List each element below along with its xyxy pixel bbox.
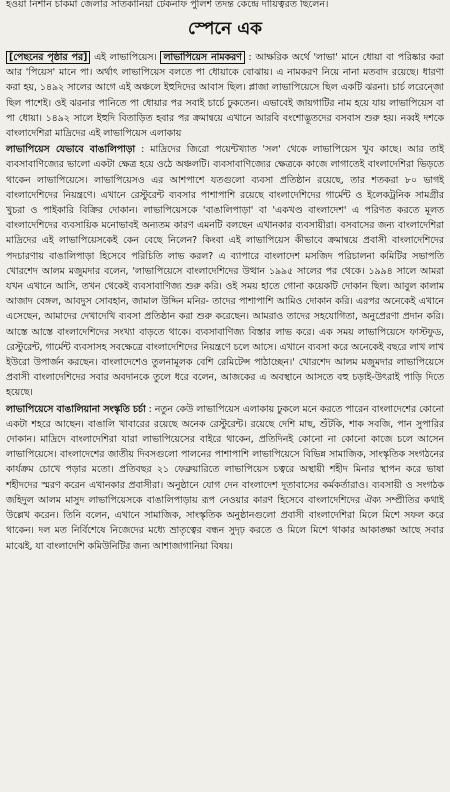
culture-heading: লাভাপিয়েসে বাঙালিয়ানা সংস্কৃতি চর্চা — [6, 403, 146, 415]
paragraph-bangalipara — [6, 142, 444, 400]
bangalipara-heading: লাভাপিয়েস যেভাবে বাঙালিপাড়া — [6, 144, 136, 156]
naming-section-text: : আক্ষরিক অর্থে 'লাভা' মানে ধোয়া বা পরিষ্কার করা আর 'পিয়েস' মানে পা। অর্থাৎ লাভাপিয়েস বলতে পা ধোয়াকে বোঝায়। এ নামকরণ নিয়ে নানা মতবাদ রয়েছে। ধারণা করা হয়, ১৪৯২ সালের আগে এই অঞ্চলে ইহুদিদের আবাস ছিল। প্লাজা লাভাপিয়েসে ছিল একটি ঝরনা। চার্চ লরেন্জো ছিল পাশেই। ওই ঝরনার পানিতে পা ধোয়ার পর সবাই চার্চে ঢুকতেন। এভাবেই জায়গাটির নাম হয়ে যায় লাভাপিয়েস বা পা ধোয়া। ১৪৯২ সালে ইহুদি বিতাড়িত হবার পর ক্রমান্বয়ে এখানে আরবি বংশোদ্ভূতদের বসবাস শুরু হয়। নব্বই দশকে বাংলাদেশিরা মাদ্রিদের এই লাভাপিয়েস এলাকায় — [6, 52, 444, 140]
naming-section-tag: লাভাপিয়েস নামকরণ — [160, 51, 244, 64]
bangalipara-text: : মাদ্রিদের জিরো পয়েন্টখ্যাত 'সল' থেকে লাভাপিয়েস খুব কাছে। আর তাই ব্যবসাবাণিজ্যের ভালো একটা ক্ষেত্র হয়ে ওঠে অঞ্চলটি। ব্যবসাবাণিজ্যের ক্ষেত্রকে কাজে লাগাতেই বাংলাদেশিরা ভিড়তে থাকেন লাভাপিয়েসে। লাভাপিয়েসও এর আশপাশে যতগুলো ব্যবসা প্রতিষ্ঠান রয়েছে, তার শতকরা ৮০ ভাগই বাংলাদেশিদের নিয়ন্ত্রণে। এখানে রেস্টুরেন্ট ব্যবসার পাশাপাশি রয়েছে বাংলাদেশিদের গার্মেন্ট ও ইলেকট্রনিক সামগ্রীর খুচরা ও পাইকারি বিক্রির দোকান। লাভাপিয়েসকে 'বাঙালিপাড়া' বা 'একখণ্ড বাংলাদেশ' এ পরিণত করতে মূলত বাংলাদেশিদের ব্যবসায়িক মনোভাবই অন্যতম কারণ এমনটি বলছেন এখানকার ব্যবসায়ীরা। বসবাসের জন্য বাংলাদেশিরা মাদ্রিদের এই লাভাপিয়েসকেই কেন বেছে নিলেন? কিংবা এই লাভাপিয়েস কীভাবে ক্রমান্বয়ে প্রবাসী বাংলাদেশিদের পদচারণায় বাঙালিপাড়া হিসেবে পরিচিতি লাভ করল? এ ব্যাপারে বাংলাদেশ মসজিদ পরিচালনা কমিটির সভাপতি খোরশেদ আলম মজুমদার বলেন, 'লাভাপিয়েসে বাংলাদেশিদের উত্থান ১৯৯৫ সালের পর থেকে। ১৯৯৪ সালে আমরা যখন এখানে আসি, তখন থেকেই ব্যবসাবাণিজ্য শুরু করি। ওই সময় হাতে গোনা কয়েকটি দোকান ছিল। আবুল কালাম আজাদ বেঙ্গল, আবদুস সোবহান, জামাল উদ্দিন মনির- তাদের পাশাপাশি আমিও দোকান করি। এরপর অনেকেই এখানে এসেছেন, আমাদের দেখাদেখি ব্যবসা প্রতিষ্ঠান করা শুরু করেছেন। আমরাও তাদের সহযোগিতা, অনুপ্রেরণা প্রদান করি। আস্তে আস্তে বাংলাদেশিদের সংখ্যা বাড়তে থাকে। ব্যবসাবাণিজ্য বিস্তার লাভ করে। এক সময় লাভাপিয়েসে ফাস্টফুড, রেস্টুরেন্ট, গার্মেন্ট ব্যবসাসহ সবক্ষেত্রে বাংলাদেশিদের নিয়ন্ত্রণে চলে আসে। এখানে ব্যবসা করে অনেকেই বছরে লাখ লাখ ইউরো উপার্জন করছেন। বাংলাদেশেও তুলনামূলক বেশি রেমিটেন্স পাঠাচ্ছেন।' খোরশেদ আলম মজুমদার লাভাপিয়েসে প্রবাসী বাংলাদেশিদের সবার অবদানকে তুলে ধরে বলেন, আজকের এ অবস্থানে আসতে বহু চড়াই-উৎরাই পাড়ি দিতে হয়েছে। — [6, 144, 444, 399]
previous-article-tail: হওয়া নিশান চাকমা জেলার সাতকানিয়া টেকনাফ পুলিশ তদন্ত কেন্দ্রে দায়িত্বরত ছিলেন। — [6, 0, 329, 10]
paragraph-culture — [6, 402, 444, 554]
continued-from-tag: [পেছনের পৃষ্ঠার পর] — [6, 51, 90, 64]
paragraph-naming — [6, 50, 444, 141]
paragraph-intro-text: এই লাভাপিয়েস। — [94, 52, 157, 63]
article-headline: স্পেনে এক — [187, 19, 263, 39]
culture-text: : নতুন কেউ লাভাপিয়েস এলাকায় ঢুকলে মনে করতে পারেন বাংলাদেশের কোনো একটা শহরে আছেন। বাঙালি খাবারের রয়েছে অনেক রেস্টুরেন্ট। রয়েছে দেশি মাছ, শুঁটকি, শাক সবজি, পান সুপারির দোকান। মাদ্রিদে বাংলাদেশিরা যারা লাভাপিয়েসের বাইরে থাকেন, প্রতিদিনই কোনো না কোনো কাজে চলে আসেন লাভাপিয়েসে। বাংলাদেশের জাতীয় দিবসগুলো পালনের পাশাপাশি লাভাপিয়েসে বিভিন্ন সামাজিক, সাংস্কৃতিক সংগঠনের কার্যক্রম চোখে পড়ার মতো। প্রতিবছর ২১ ফেব্রুয়ারিতে লাভাপিয়েস চত্বরে অস্থায়ী শহীদ মিনার স্থাপন করে ভাষা শহীদদের স্মরণ করেন এখানকার প্রবাসীরা। অনুষ্ঠানে যোগ দেন বাংলাদেশ দূতাবাসের কর্মকর্তারাও। ব্যবসায়ী ও সংগঠক জহিদুল আলম মাসুদ লাভাপিয়েসকে বাঙালিপাড়ায় রূপ নেওয়ার কারণ হিসেবে বাংলাদেশিদের ঐক্য সম্প্রীতির কথাই উল্লেখ করেন। তিনি বলেন, এখানে সামাজিক, সাংস্কৃতিক অনুষ্ঠানগুলো প্রবাসী বাংলাদেশিরা মিলে মিশে সফল করে থাকেন। দল মত নির্বিশেষে নিজেদের মধ্যে ভ্রাতৃত্বের বন্ধন সুদৃঢ় করতে ও মিলে মিশে থাকার আকাঙ্ক্ষা আছে সবার মাঝেই, যা বাংলাদেশি কমিউনিটির জন্য আশাজাগানিয়া বিষয়। — [6, 403, 444, 552]
